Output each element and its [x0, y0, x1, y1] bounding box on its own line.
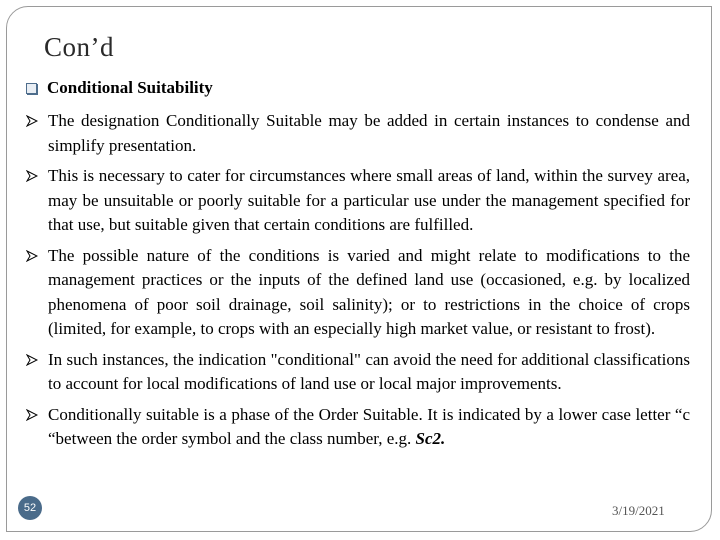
- bullet-text: This is necessary to cater for circumstances where small areas of land, within the survey area, may be unsuitable or poorly suitable for a particular use under the management specified for that use, but suitable given that certain conditions are fulfilled.: [48, 166, 690, 234]
- arrow-bullet-icon: [26, 170, 38, 182]
- arrow-bullet-icon: [26, 115, 38, 127]
- bullet-item: [26, 164, 690, 238]
- bullet-item: [26, 109, 690, 158]
- bullet-item: [26, 348, 690, 397]
- arrow-bullet-icon: [26, 409, 38, 421]
- class-code: Sc2.: [415, 429, 446, 448]
- slide-title: Con’d: [44, 32, 114, 62]
- slide-date: 3/19/2021: [612, 503, 665, 518]
- bullet-text: The possible nature of the conditions is varied and might relate to modifications to the management practices or the inputs of the defined land use (occasioned, e.g. by localized phenomena of poor soil drainage, soil salinity); or to restrictions in the choice of crops (limited, for example, to crops with an especially high market value, or resistant to frost).: [48, 245, 690, 338]
- bullet-text: Conditionally suitable is a phase of the Order Suitable. It is indicated by a lower case letter “c “between the order symbol and the class number, e.g.: [48, 404, 690, 448]
- bullet-list: [26, 109, 690, 458]
- slide-number-badge: 52: [18, 496, 42, 520]
- bullet-text: The designation Conditionally Suitable may be added in certain instances to condense and simplify presentation.: [48, 111, 690, 155]
- section-heading-text: Conditional Suitability: [47, 78, 213, 97]
- section-heading: [26, 78, 213, 98]
- arrow-bullet-icon: [26, 250, 38, 262]
- bullet-item: [26, 403, 690, 452]
- bullet-item: [26, 244, 690, 342]
- square-bullet-icon: [26, 83, 37, 94]
- bullet-text: In such instances, the indication "conditional" can avoid the need for additional classifications to account for local modifications of land use or local major improvements.: [48, 349, 690, 393]
- arrow-bullet-icon: [26, 354, 38, 366]
